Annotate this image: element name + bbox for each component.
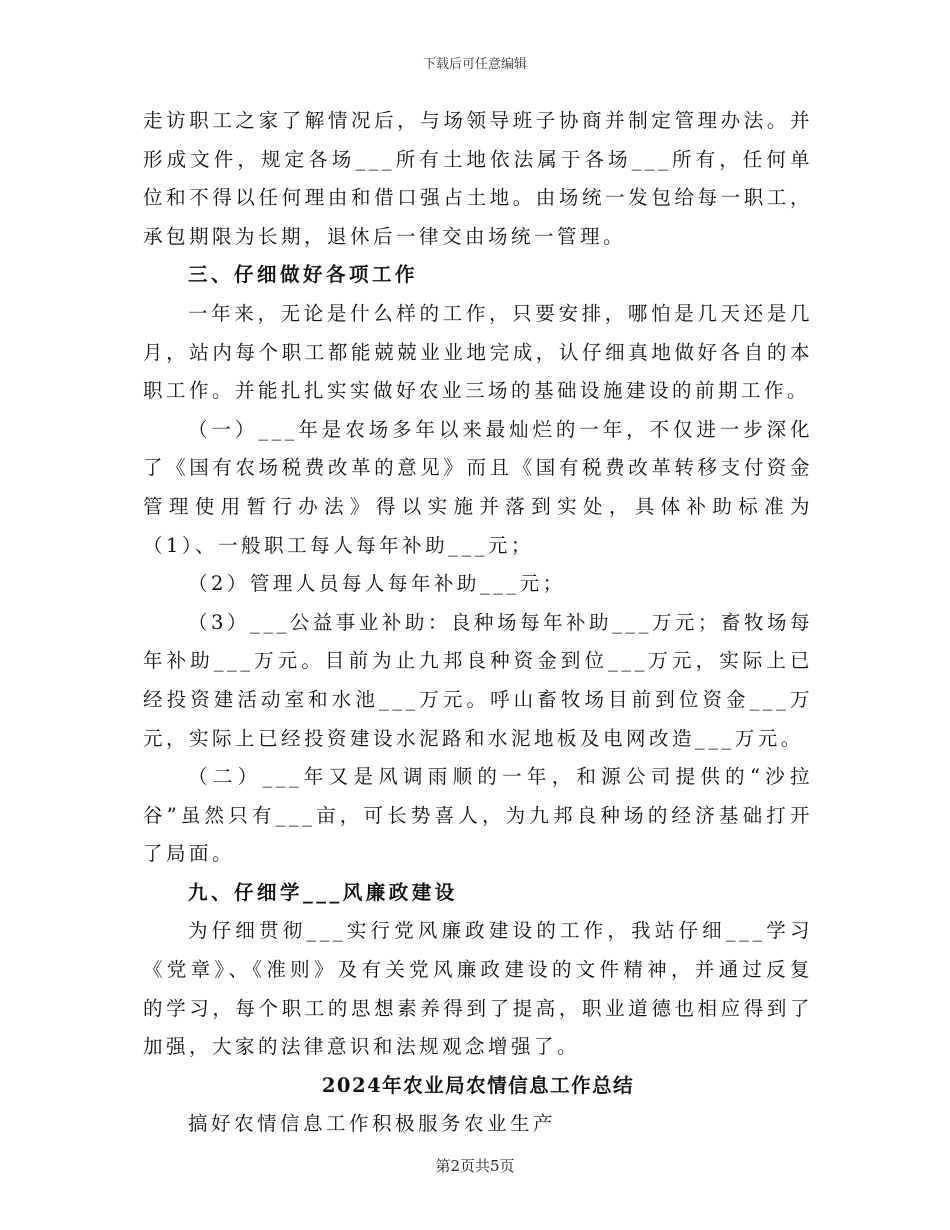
paragraph-tax-reform: （一）___年是农场多年以来最灿烂的一年，不仅进一步深化了《国有农场税费改革的意见》而且《国有税费改革转移支付资金管理使用暂行办法》得以实施并落到实处，具体补助标准为（1）、一般职工每人每年补助___元； bbox=[143, 417, 813, 557]
paragraph-work-summary: 一年来，无论是什么样的工作，只要安排，哪怕是几天还是几月，站内每个职工都能兢兢业业地完成，认仔细真地做好各自的本职工作。并能扎扎实实做好农业三场的基础设施建设的前期工作。 bbox=[143, 301, 813, 403]
paragraph-public-subsidy: （3）___公益事业补助：良种场每年补助___万元；畜牧场每年补助___万元。目前为止九邦良种资金到位___万元，实际上已经投资建活动室和水池___万元。呼山畜牧场目前到位资金___万元，实际上已经投资建设水泥路和水泥地板及电网改造___万元。 bbox=[143, 610, 813, 750]
page-number: 第2页共5页 bbox=[435, 1157, 515, 1175]
paragraph-integrity: 为仔细贯彻___实行党风廉政建设的工作，我站仔细___学习《党章》、《准则》及有关党风廉政建设的文件精神，并通过反复的学习，每个职工的思想素养得到了提高，职业道德也相应得到了加强，大家的法律意识和法规观念增强了。 bbox=[143, 919, 813, 1059]
section-heading-9: 九、仔细学___风廉政建设 bbox=[188, 880, 458, 904]
document-body bbox=[143, 102, 813, 1144]
paragraph-management-subsidy: （2）管理人员每人每年补助___元； bbox=[188, 572, 566, 596]
paragraph-harvest: （二）___年又是风调雨顺的一年，和源公司提供的“沙拉谷”虽然只有___亩，可长势喜人，为九邦良种场的经济基础打开了局面。 bbox=[143, 765, 813, 866]
paragraph-land-management: 走访职工之家了解情况后，与场领导班子协商并制定管理办法。并形成文件，规定各场___所有土地依法属于各场___所有，任何单位和不得以任何理由和借口强占土地。由场统一发包给每一职工，承包期限为长期，退休后一律交由场统一管理。 bbox=[143, 109, 813, 248]
header-note: 下载后可任意编辑 bbox=[422, 57, 527, 72]
paragraph-subtitle: 搞好农情信息工作积极服务农业生产 bbox=[188, 1112, 557, 1136]
document-title: 2024年农业局农情信息工作总结 bbox=[321, 1073, 635, 1097]
section-heading-3: 三、仔细做好各项工作 bbox=[188, 263, 419, 287]
